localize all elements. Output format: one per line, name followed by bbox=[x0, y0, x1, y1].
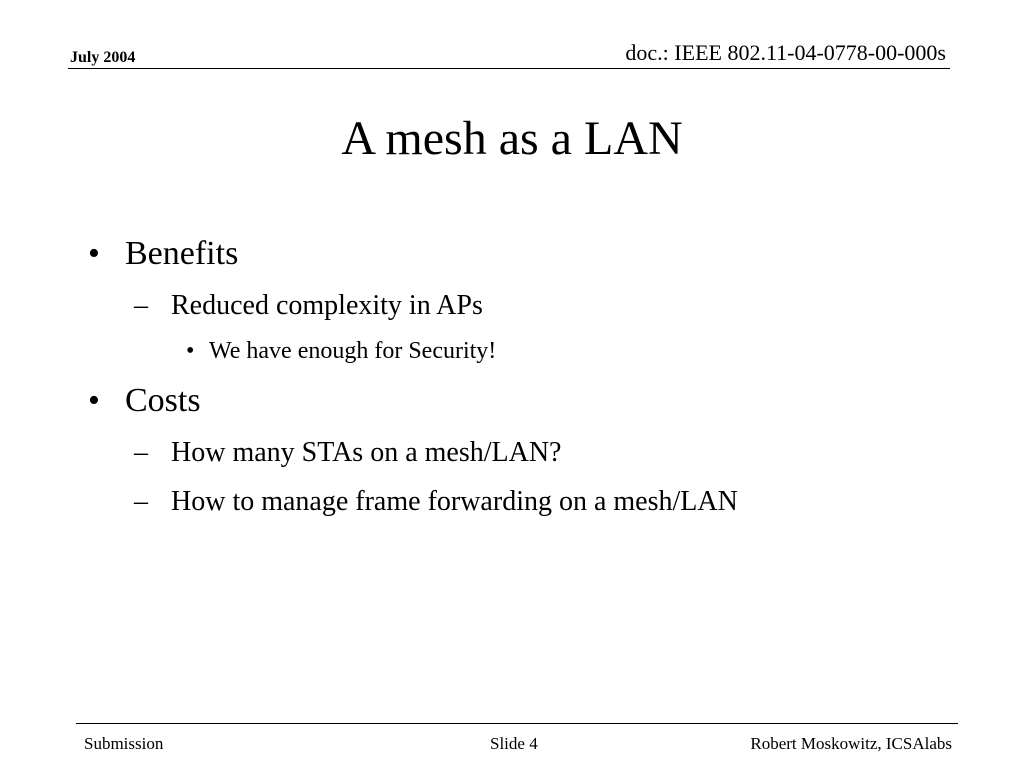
footer-slide-number: Slide 4 bbox=[490, 734, 538, 753]
bullet-benefits: Benefits bbox=[125, 235, 239, 272]
header-doc-id: doc.: IEEE 802.11-04-0778-00-000s bbox=[625, 40, 946, 65]
subbullet-reduced-complexity: Reduced complexity in APs bbox=[171, 290, 483, 321]
footer-submission: Submission bbox=[84, 734, 164, 753]
bullet-marker: • bbox=[88, 382, 100, 419]
footer-divider bbox=[76, 723, 958, 724]
dash-marker: – bbox=[134, 290, 148, 321]
header-divider bbox=[68, 68, 950, 69]
subsubbullet-security: We have enough for Security! bbox=[209, 338, 497, 364]
subbullet-how-many-stas: How many STAs on a mesh/LAN? bbox=[171, 437, 562, 468]
subbullet-frame-forwarding: How to manage frame forwarding on a mesh/LAN bbox=[171, 486, 738, 517]
bullet-marker: • bbox=[88, 235, 100, 272]
dash-marker: – bbox=[134, 486, 148, 517]
dash-marker: – bbox=[134, 437, 148, 468]
bullet-marker-small: • bbox=[186, 338, 195, 364]
slide-title: A mesh as a LAN bbox=[341, 112, 683, 165]
header-date: July 2004 bbox=[70, 49, 136, 66]
bullet-costs: Costs bbox=[125, 382, 201, 419]
footer-author: Robert Moskowitz, ICSAlabs bbox=[750, 734, 952, 753]
